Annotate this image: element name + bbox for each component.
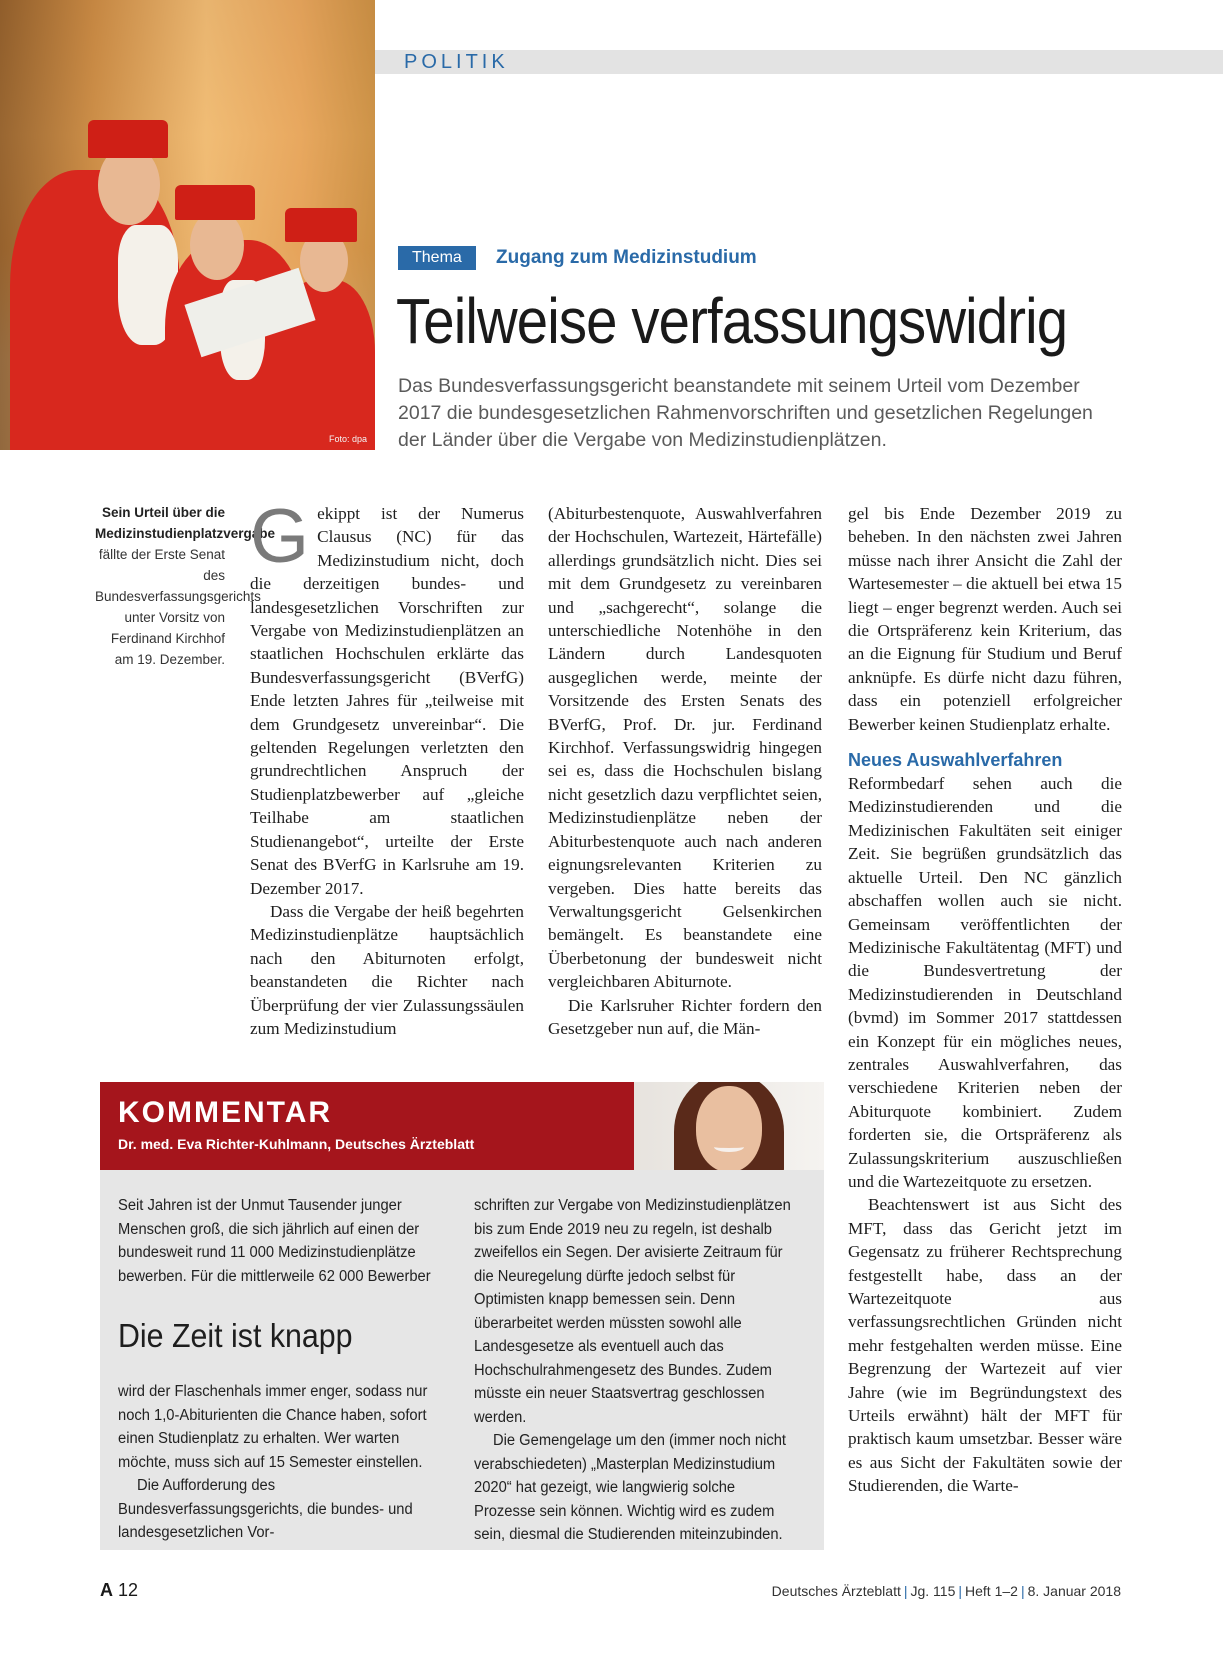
- article-column-1: [250, 494, 524, 1040]
- header-photo: [0, 0, 375, 450]
- journal-name: Deutsches Ärzteblatt: [771, 1583, 901, 1599]
- kommentar-paragraph-3: schriften zur Vergabe von Medizinstudienplätzen bis zum Ende 2019 neu zu regeln, ist deshalb zweifellos ein Segen. Der avisierte Zeitraum für die Neuregelung dürfte jedoch selbst für Optimisten knapp bemessen sein. Denn überarbeitet werden müssten sowohl alle Landesgesetze als eventuell auch das Hochschulrahmengesetz des Bundes. Zudem müsste ein neuer Staatsvertrag geschlossen werden.: [474, 1197, 791, 1426]
- col2-paragraph-1: (Abiturbestenquote, Auswahlverfahren der Hochschulen, Wartezeit, Härtefälle) allerdings grundsätzlich nicht. Dies sei mit dem Grundgesetz zu vereinbaren und „sachgerecht“, solange die unterschiedliche Notenhöhe in den Ländern durch Landesquoten ausgeglichen werde, meinte der Vorsitzende des Ersten Senats des BVerfG, Prof. Dr. jur. Ferdinand Kirchhof. Verfassungswidrig hingegen sei es, dass die Hochschulen bislang nicht gesetzlich dazu verpflichtet seien, Medizinstudienplätze neben der Abiturbestenquote auch nach anderen eignungsrelevanten Kriterien zu vergeben. Dies hatte bereits das Verwaltungsgericht Gelsenkirchen bemängelt. Es beanstandete eine Überbetonung der bundesweit nicht vergleichbaren Abiturnote.: [548, 504, 822, 992]
- kommentar-paragraph-1a: Seit Jahren ist der Unmut Tausender junger Menschen groß, die sich jährlich auf einen der bundesweit rund 11 000 Medizinstudienplätze bewerben. Für die mittlerweile 62 000 Bewerber: [118, 1197, 431, 1285]
- article-column-3: [848, 502, 1122, 1498]
- journal-date: 8. Januar 2018: [1027, 1583, 1121, 1599]
- journal-issue: Heft 1–2: [965, 1583, 1018, 1599]
- kommentar-paragraph-2: Die Aufforderung des Bundesverfassungsgerichts, die bundes- und landesgesetzlichen Vor-: [118, 1477, 413, 1541]
- col1-paragraph-2: Dass die Vergabe der heiß begehrten Medizinstudienplätze hauptsächlich nach den Abiturnoten erfolgt, beanstandeten die Richter nach Überprüfung der vier Zulassungssäulen zum Medizinstudium: [250, 901, 524, 1038]
- col3-paragraph-2: Reformbedarf sehen auch die Medizinstudierenden und die Medizinischen Fakultäten seit einiger Zeit. Sie begrüßen grundsätzlich das aktuelle Urteil. Den NC gänzlich abschaffen wollen auch sie nicht. Gemeinsam veröffentlichten der Medizinische Fakultätentag (MFT) und die Bundesvertretung der Medizinstudierenden in Deutschland (bvmd) im Sommer 2017 stattdessen ein Konzept für ein mögliches neues, zentrales Auswahlverfahren, das verschiedene Kriterien neben der Abiturquote kombiniert. Zudem forderten sie, die Ortspräferenz als Zulassungskriterium auszuschließen und die Wartezeitquote zu ersetzen.: [848, 774, 1122, 1191]
- journal-volume: Jg. 115: [910, 1583, 956, 1599]
- col2-paragraph-2: Die Karlsruher Richter fordern den Gesetzgeber nun auf, die Män-: [548, 995, 822, 1038]
- article-column-2: [548, 502, 822, 1040]
- caption-bold: Sein Urteil über die Medizinstudienplatzvergabe: [95, 505, 276, 541]
- section-label: POLITIK: [404, 51, 509, 73]
- page-prefix: A: [100, 1580, 113, 1600]
- photo-caption: [95, 502, 276, 670]
- kommentar-col1-bottom: [118, 1380, 435, 1545]
- article-topic: Zugang zum Medizinstudium: [496, 247, 757, 268]
- kommentar-subtitle: Die Zeit ist knapp: [118, 1317, 353, 1354]
- kommentar-col1-top: [118, 1194, 435, 1288]
- col3-subheading: Neues Auswahlverfahren: [848, 750, 1063, 771]
- page-number: [100, 1580, 138, 1601]
- drop-cap: G: [250, 494, 310, 579]
- col3-paragraph-3: Beachtenswert ist aus Sicht des MFT, dass das Gericht jetzt im Gegensatz zu früherer Rechtsprechung festgestellt habe, dass an der Wartezeitquote aus verfassungsrechtlichen Gründen nicht mehr festgehalten werden müsse. Eine Begrenzung der Wartezeit auf vier Jahre (wie im Begründungstext des Urteils erwähnt) hält der MFT für praktisch kaum umsetzbar. Besser wäre es aus Sicht der Fakultäten sowie der Studierenden, die Warte-: [848, 1195, 1122, 1496]
- col1-paragraph-1: ekippt ist der Numerus Clausus (NC) für das Medizinstudium nicht, doch die derzeitigen bundes- und landesgesetzlichen Vorschriften zur Vergabe von Medizinstudienplätzen an staatlichen Hochschulen erklärte das Bundesverfassungsgericht (BVerfG) Ende letzten Jahres für „teilweise mit dem Grundgesetz unvereinbar“. Die geltenden Regelungen verletzten den grundrechtlichen Anspruch der Studienplatzbewerber auf „gleiche Teilhabe am staatlichen Studienangebot“, urteilte der Erste Senat des BVerfG in Karlsruhe am 19. Dezember 2017.: [250, 504, 524, 898]
- col3-paragraph-1: gel bis Ende Dezember 2019 zu beheben. In den nächsten zwei Jahren müsse nach ihrer Ansicht die Zahl der Wartesemester – die aktuell bei etwa 15 liegt – enger begrenzt werden. Auch sei die Ortspräferenz kein Kriterium, das an die Eignung für Studium und Beruf anknüpfe. Es dürfe nicht dazu führen, dass ein potenziell erfolgreicher Bewerber keinen Studienplatz erhalte.: [848, 504, 1122, 734]
- caption-text: fällte der Erste Senat des Bundesverfassungsgerichts unter Vorsitz von Ferdinand Kirchhof am 19. Dezember.: [95, 547, 261, 667]
- kommentar-paragraph-1b: wird der Flaschenhals immer enger, sodass nur noch 1,0-Abiturienten die Chance haben, sofort einen Studienplatz zu erhalten. Wer warten möchte, muss sich auf 15 Semester einstellen.: [118, 1383, 428, 1471]
- photo-credit: Foto: dpa: [328, 434, 367, 444]
- page-number-value: 12: [118, 1580, 139, 1600]
- kommentar-author: Dr. med. Eva Richter-Kuhlmann, Deutsches Ärzteblatt: [118, 1136, 475, 1152]
- article-headline: Teilweise verfassungswidrig: [396, 285, 1068, 357]
- kommentar-col2: [474, 1194, 797, 1547]
- thema-tag: Thema: [398, 246, 476, 270]
- kommentar-title: KOMMENTAR: [118, 1096, 333, 1129]
- kommentar-paragraph-4: Die Gemengelage um den (immer noch nicht verabschiedeten) „Masterplan Medizinstudium 2020“ hat gezeigt, wie langwierig solche Prozesse sein können. Wichtig wird es zudem sein, diesmal die Studierenden miteinzubinden.: [474, 1432, 787, 1543]
- article-lead: Das Bundesverfassungsgericht beanstandete mit seinem Urteil vom Dezember 2017 die bundesgesetzlichen Rahmenvorschriften und gesetzlichen Regelungen der Länder über die Vergabe von Medizinstudienplätzen.: [398, 375, 1093, 451]
- author-portrait: [634, 1082, 824, 1170]
- footer-meta: Deutsches Ärzteblatt | Jg. 115 | Heft 1–2 | 8. Januar 2018: [771, 1583, 1121, 1599]
